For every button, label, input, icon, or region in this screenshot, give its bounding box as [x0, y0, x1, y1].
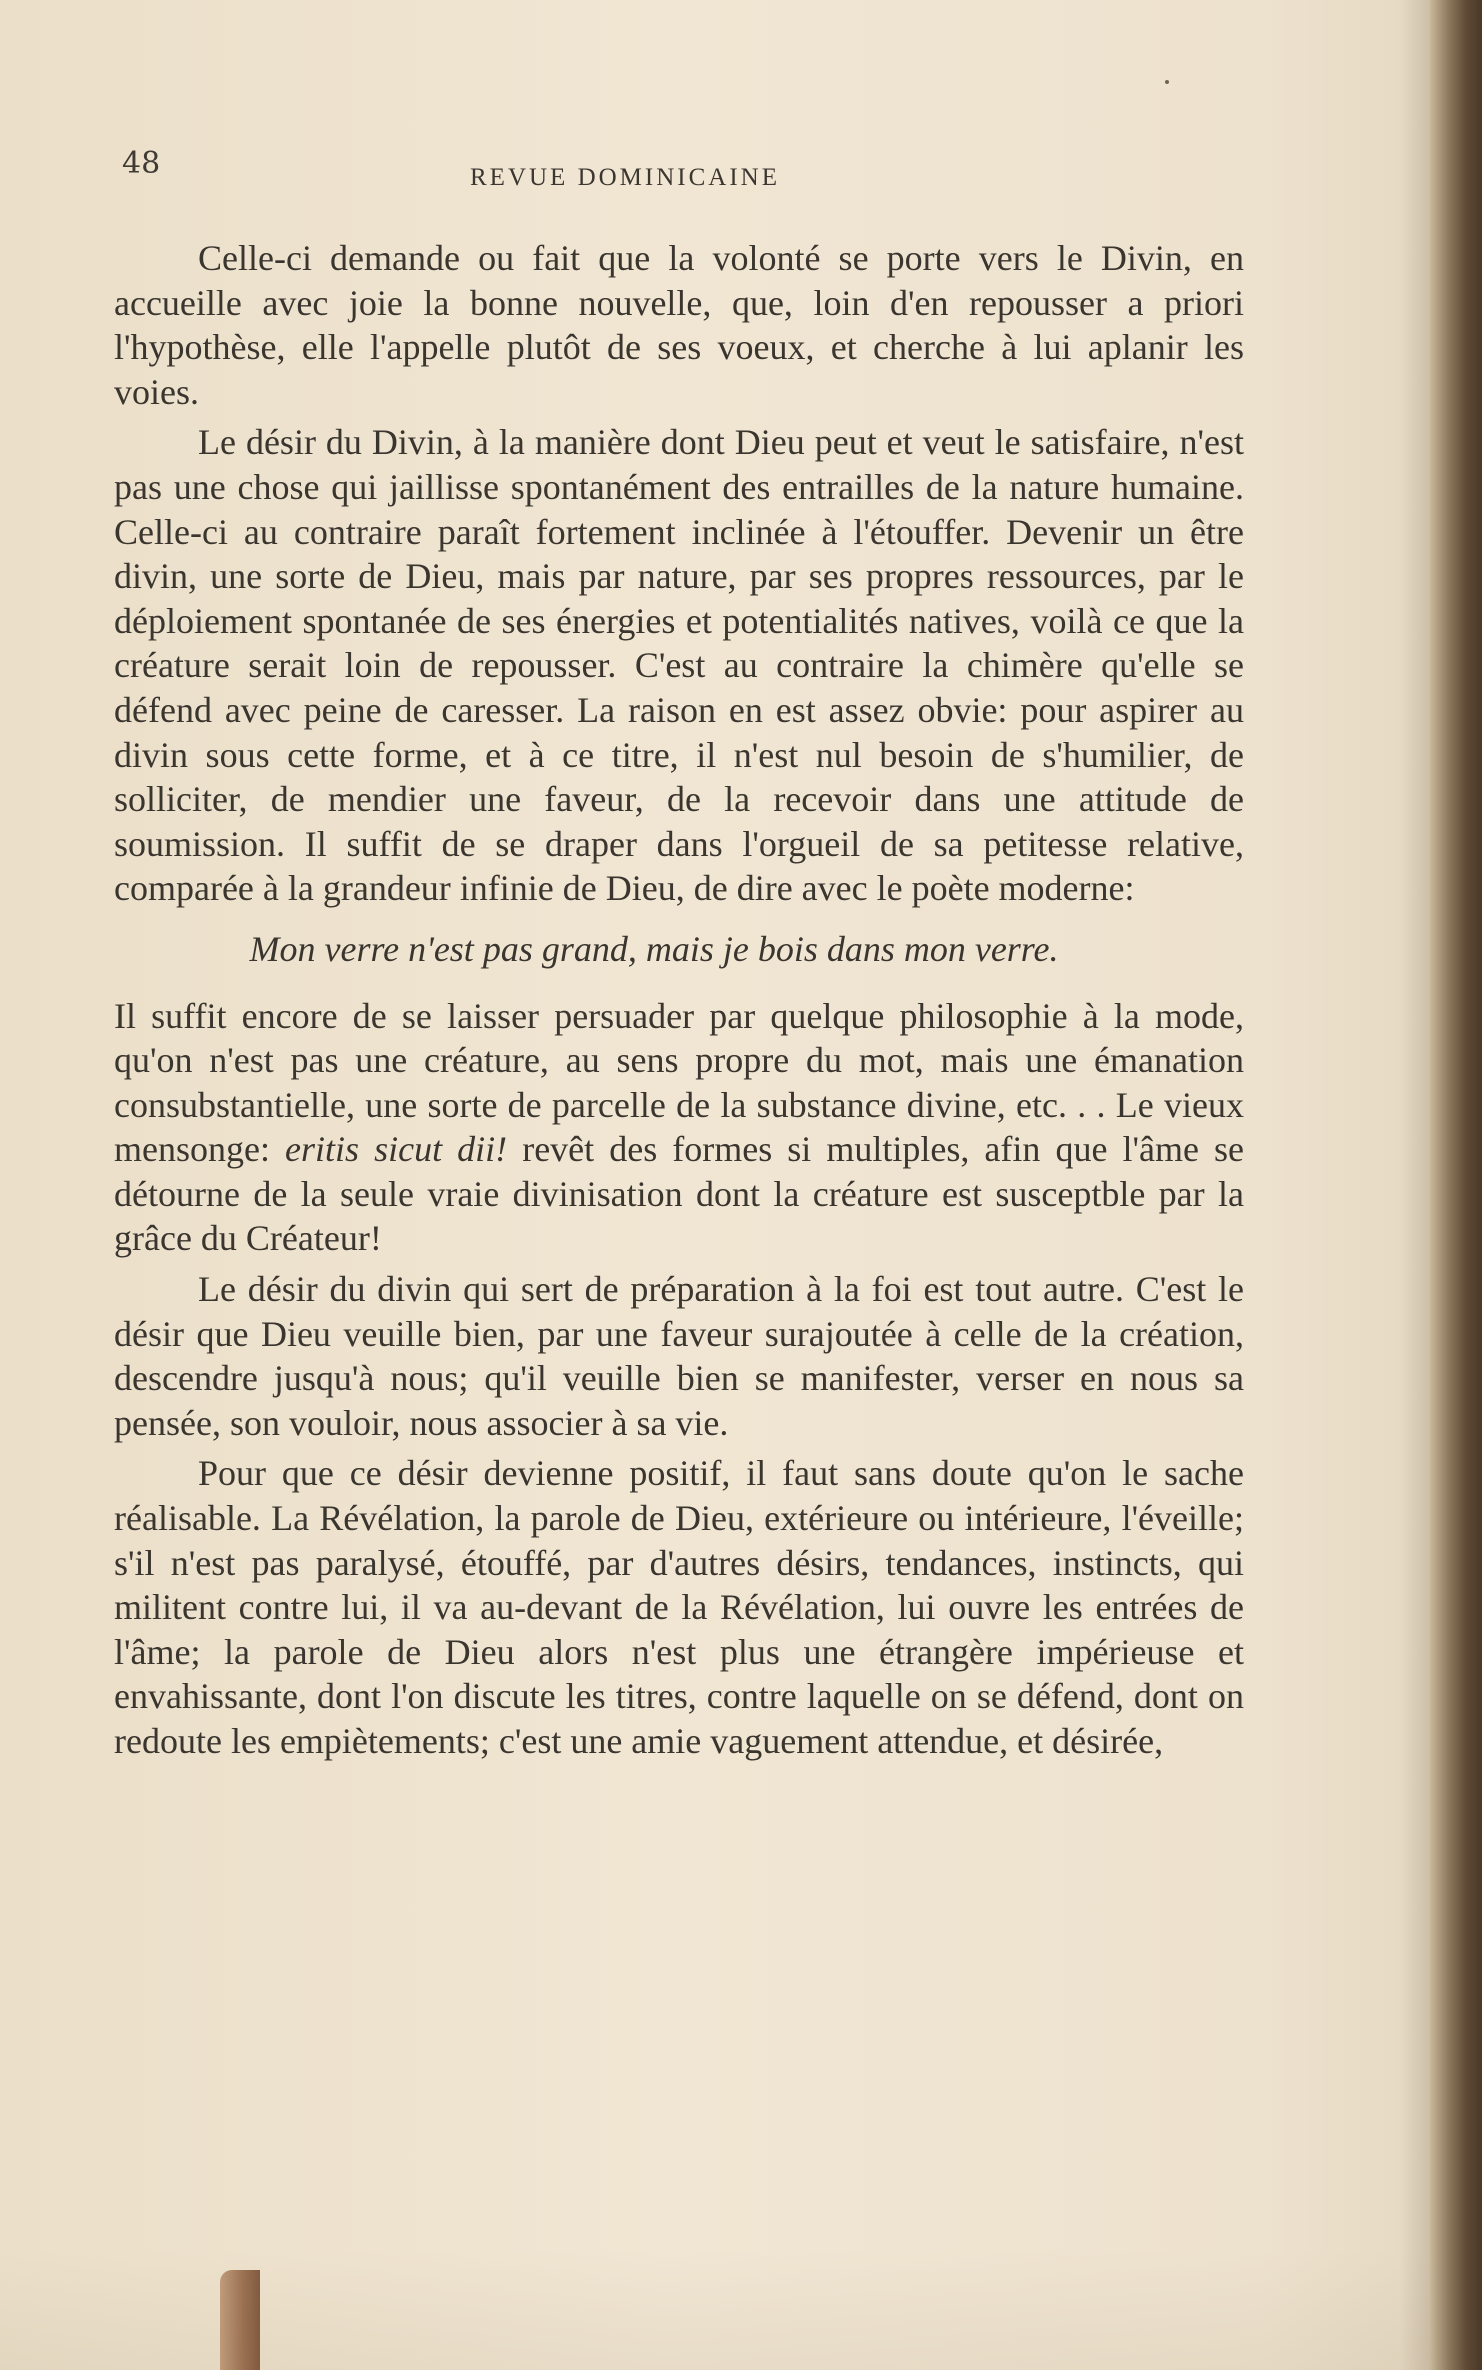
paper-speck: [1165, 80, 1169, 84]
book-spine: [1430, 0, 1482, 2370]
page-corner-stain: [220, 2270, 260, 2370]
paragraph-5: Pour que ce désir devienne positif, il faut sans doute qu'on le sache réalisable. La Révélation, la parole de Dieu, extérieure ou intérieure, l'éveille; s'il n'est pas paralysé, étouffé, par d'autres désirs, tendances, instincts, qui militent contre lui, il va au-devant de la Révélation, lui ouvre les entrées de l'âme; la parole de Dieu alors n'est plus une étrangère impérieuse et envahissante, dont l'on discute les titres, contre laquelle on se défend, dont on redoute les empiètements; c'est une amie vaguement attendue, et désirée,: [114, 1453, 1244, 1761]
page-number: 48: [122, 146, 161, 181]
gutter-shadow: [1400, 0, 1430, 2370]
paragraph-3-end: revêt des formes si multiples, afin que l'âme se détourne de la seule vraie divinisation dont la créature est susceptble par la grâce du Créateur!: [114, 1129, 1244, 1259]
paragraph-4: Le désir du divin qui sert de préparation à la foi est tout autre. C'est le désir que Dieu veuille bien, par une faveur surajoutée à celle de la création, descendre jusqu'à nous; qu'il veuille bien se manifester, verser en nous sa pensée, son vouloir, nous associer à sa vie.: [114, 1269, 1244, 1443]
body-text: [114, 236, 1244, 1764]
verse-quote: Mon verre n'est pas grand, mais je bois dans mon verre.: [249, 928, 1059, 969]
paragraph-1: Celle-ci demande ou fait que la volonté se porte vers le Divin, en accueille avec joie la bonne nouvelle, que, loin d'en repousser a priori l'hypothèse, elle l'appelle plutôt de ses voeux, et cherche à lui aplanir les voies.: [114, 238, 1244, 412]
page-bottom-shade: [0, 2250, 1430, 2370]
latin-quote: eritis sicut dii!: [285, 1129, 508, 1170]
paragraph-3: [114, 994, 1244, 1262]
paragraph-2: Le désir du Divin, à la manière dont Dieu peut et veut le satisfaire, n'est pas une chose qui jaillisse spontanément des entrailles de la nature humaine. Celle-ci au contraire paraît fortement inclinée à l'étouffer. Devenir un être divin, une sorte de Dieu, mais par nature, par ses propres ressources, par le déploiement spontanée de ses énergies et potentialités natives, voilà ce que la créature serait loin de repousser. C'est au contraire la chimère qu'elle se défend avec peine de caresser. La raison en est assez obvie: pour aspirer au divin sous cette forme, et à ce titre, il n'est nul besoin de s'humilier, de solliciter, de mendier une faveur, de la recevoir dans une attitude de soumission. Il suffit de se draper dans l'orgueil de sa petitesse relative, comparée à la grandeur infinie de Dieu, de dire avec le poète moderne:: [114, 422, 1244, 909]
running-head: REVUE DOMINICAINE: [470, 164, 780, 191]
paragraph-3-start: Il suffit encore de se laisser persuader par quelque philosophie à la mode, qu'on n'est pas une créature, au sens propre du mot, mais une émanation consubstantielle, une sorte de parcelle de la substance divine, etc. . . Le vieux mensonge:: [114, 995, 1244, 1170]
